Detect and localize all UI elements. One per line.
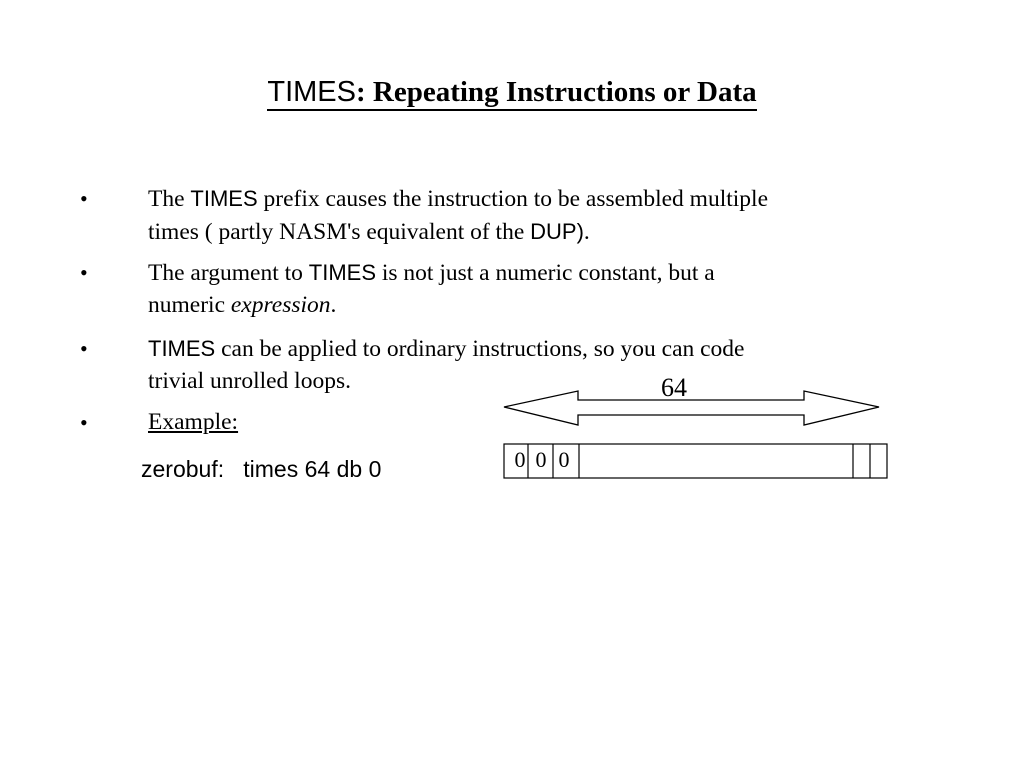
- text-run: prefix causes the instruction to be assembled multiple: [257, 186, 769, 212]
- cell-value: 0: [558, 447, 570, 472]
- text-run: The: [148, 186, 191, 212]
- keyword-dup: DUP): [530, 219, 584, 244]
- slide-title: [0, 72, 1024, 112]
- bullet-marker: •: [80, 186, 88, 211]
- buffer-diagram: [498, 370, 894, 485]
- bullet-2-line-2: [148, 289, 918, 322]
- bullet-marker: •: [80, 336, 88, 361]
- emphasis-expression: expression: [230, 292, 331, 318]
- text-run: is not just a numeric constant, but a: [376, 260, 715, 286]
- count-label: 64: [661, 373, 687, 402]
- bullet-1-line-2: [148, 215, 918, 249]
- text-run: numeric: [148, 292, 231, 318]
- double-arrow-icon: [504, 391, 879, 425]
- title-underlined: [267, 75, 756, 111]
- keyword-times: TIMES: [148, 336, 216, 361]
- bullet-marker: •: [80, 260, 88, 285]
- title-times-word: TIMES: [267, 76, 356, 108]
- keyword-times: TIMES: [308, 260, 376, 285]
- bullet-marker: •: [80, 410, 88, 435]
- bullet-1-line-1: [148, 182, 918, 216]
- buffer-diagram-svg: [498, 370, 894, 485]
- text-run: The argument to: [148, 260, 309, 286]
- code-example: zerobuf: times 64 db 0: [141, 456, 382, 482]
- text-run: can be applied to ordinary instructions, so you can code: [215, 336, 745, 362]
- text-run: .: [330, 292, 337, 318]
- cell-value: 0: [514, 447, 526, 472]
- bullet-3-line-1: [148, 332, 918, 366]
- cell-value: 0: [535, 447, 547, 472]
- example-label: Example:: [148, 409, 239, 435]
- bullet-2-line-1: [148, 256, 918, 290]
- keyword-times: TIMES: [190, 186, 258, 211]
- text-run: .: [583, 219, 590, 245]
- text-run: trivial unrolled loops.: [148, 368, 351, 394]
- title-rest: : Repeating Instructions or Data: [356, 76, 757, 108]
- text-run: times ( partly NASM's equivalent of the: [148, 219, 531, 245]
